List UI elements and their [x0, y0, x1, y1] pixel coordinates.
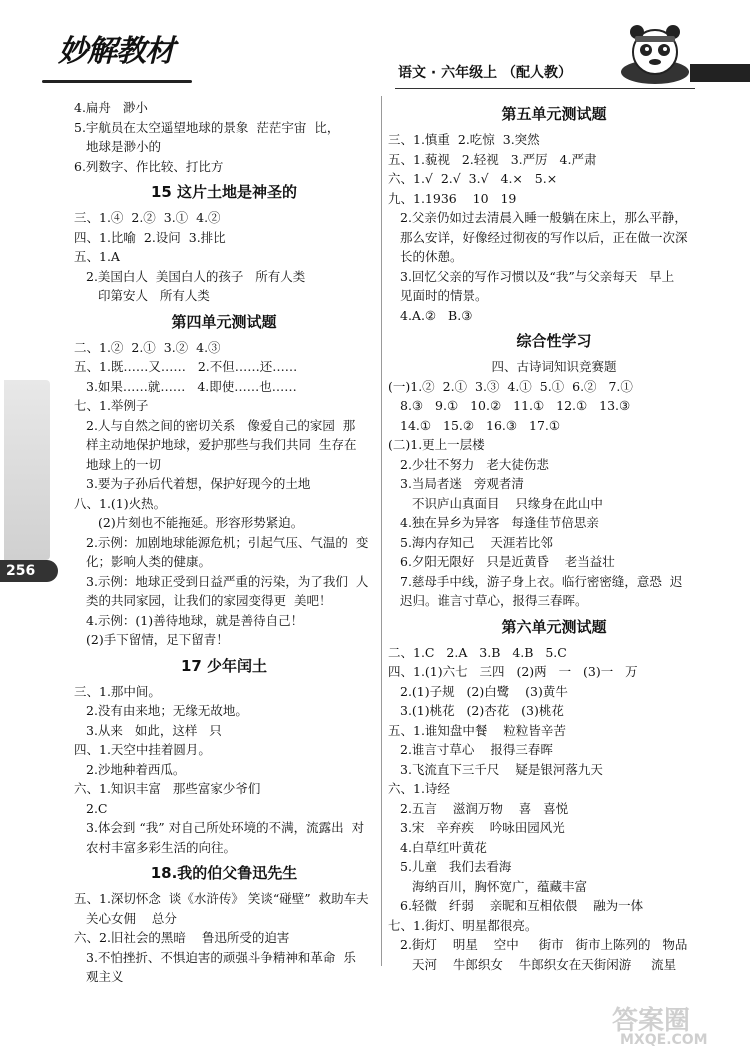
answer-line: 那么安详，好像经过彻夜的写作以后，正在做一次深: [400, 229, 688, 245]
answer-line: 6.列数字、作比较、打比方: [74, 158, 224, 174]
answer-line: (一)1.② 2.① 3.③ 4.① 5.① 6.② 7.①: [388, 378, 633, 394]
answer-line: 3.宋 辛弃疾 吟咏田园风光: [400, 820, 565, 835]
section-title: 18.我的伯父鲁迅先生: [150, 864, 298, 882]
answer-line: (2)手下留情，足下留青！: [86, 632, 229, 647]
panda-mascot-icon: [615, 14, 695, 94]
watermark-url: MXQE.COM: [620, 1032, 708, 1048]
answer-line: 五、1.深切怀念 谈《水浒传》 笑谈“碰壁” 救助车夫: [74, 891, 369, 906]
answer-line: 3.飞流直下三千尺 疑是银河落九天: [400, 761, 603, 777]
answer-line: 长的休憩。: [400, 249, 463, 264]
section-title: 综合性学习: [516, 332, 592, 350]
answer-line: 4.示例：(1)善待地球，就是善待自己！: [86, 612, 304, 628]
section-title: 第六单元测试题: [501, 617, 607, 636]
answer-line: 迟归。谁言寸草心，报得三春晖。: [400, 593, 588, 608]
answer-line: 3.不怕挫折、不惧迫害的顽强斗争精神和革命 乐: [86, 949, 356, 965]
page-number: 256: [0, 560, 58, 582]
answer-line: 4.独在异乡为异客 每逢佳节倍思亲: [400, 515, 599, 530]
answer-line: 五、1.藐视 2.轻视 3.严厉 4.严肃: [388, 151, 597, 167]
answer-line: 四、1.比喻 2.设问 3.排比: [74, 229, 226, 245]
answer-line: 二、1.② 2.① 3.② 4.③: [74, 339, 221, 355]
answer-line: 印第安人 所有人类: [98, 288, 210, 303]
answer-line: 样主动地保护地球，爱护那些与我们共同 生存在: [86, 437, 357, 452]
side-tab: [4, 380, 50, 560]
answer-line: 2.(1)子规 (2)白鹭 (3)黄牛: [400, 683, 568, 699]
answer-line: 农村丰富多彩生活的向往。: [86, 839, 237, 855]
answer-line: 化；影响人类的健康。: [86, 554, 212, 569]
right-column: [388, 98, 720, 974]
page-header: [0, 0, 750, 98]
answer-line: 四、1.天空中挂着圆月。: [74, 742, 211, 757]
section-title: 第五单元测试题: [501, 105, 607, 123]
answer-line: 3.从来 如此，这样 只: [86, 722, 222, 738]
answer-line: 六、2.旧社会的黑暗 鲁迅所受的迫害: [74, 930, 290, 945]
watermark: [612, 1000, 746, 1050]
answer-line: 八、1.(1)火热。: [74, 495, 167, 511]
answer-line: 2.谁言寸草心 报得三春晖: [400, 742, 553, 757]
answer-line: 6.轻微 纤弱 亲昵和互相依偎 融为一体: [400, 898, 644, 913]
answer-line: 六、1.√ 2.√ 3.√ 4.× 5.×: [388, 171, 558, 186]
logo-underline: [42, 80, 192, 83]
section-title: 第四单元测试题: [171, 312, 277, 331]
answer-line: 七、1.街灯、明星都很亮。: [388, 917, 538, 933]
answer-line: 2.沙地种着西瓜。: [86, 761, 186, 777]
answer-line: 5.儿童 我们去看海: [400, 859, 512, 874]
answer-line: 见面时的情景。: [400, 288, 488, 303]
left-column: [74, 98, 374, 987]
answer-line: 2.五言 滋润万物 喜 喜悦: [400, 800, 569, 816]
answer-line: 海纳百川，胸怀宽广，蕴藏丰富: [412, 878, 588, 894]
section-subtitle: 四、古诗词知识竞赛题: [491, 359, 617, 374]
answer-line: 4.白草红叶黄花: [400, 839, 487, 855]
answer-line: 5.宇航员在太空遥望地球的景象 茫茫宇宙 比，: [74, 119, 340, 135]
answer-line: 观主义: [86, 969, 124, 984]
answer-line: 关心女佣 总分: [86, 910, 177, 926]
brand-logo: 妙解教材: [58, 34, 174, 69]
answer-line: 2.C: [86, 800, 108, 816]
answer-line: 五、1.A: [74, 249, 120, 264]
answer-line: 三、1.④ 2.② 3.① 4.②: [74, 210, 221, 225]
section-title: 17 少年闰土: [180, 656, 268, 675]
answer-line: 七、1.举例子: [74, 398, 149, 413]
answer-line: 2.人与自然之间的密切关系 像爱自己的家园 那: [86, 417, 356, 433]
answer-line: 2.美国白人 美国白人的孩子 所有人类: [86, 268, 306, 284]
answer-line: 五、1.谁知盘中餐 粒粒皆辛苦: [388, 722, 566, 738]
section-title: 15 这片土地是神圣的: [150, 183, 298, 201]
answer-line: 3.(1)桃花 (2)杏花 (3)桃花: [400, 703, 564, 718]
answer-line: 九、1.1936 10 19: [388, 190, 517, 206]
answer-line: (二)1.更上一层楼: [388, 437, 485, 452]
answer-line: 4.扁舟 渺小: [74, 100, 148, 115]
answer-line: 3.体会到 “我” 对自己所处环境的不满，流露出 对: [86, 820, 365, 835]
answer-line: 5.海内存知己 天涯若比邻: [400, 534, 553, 550]
column-divider: [381, 96, 382, 966]
answer-line: 三、1.那中间。: [74, 683, 161, 699]
answer-line: 2.少壮不努力 老大徒伤悲: [400, 456, 549, 472]
answer-line: 3.示例：地球正受到日益严重的污染，为了我们 人: [86, 573, 369, 589]
answer-line: 天河 牛郎织女 牛郎织女在天街闲游 流星: [412, 956, 677, 972]
answer-line: 六、1.诗经: [388, 781, 450, 796]
answer-line: 三、1.慎重 2.吃惊 3.突然: [388, 132, 540, 147]
subject-label: 语文 · 六年级上 （配人教）: [398, 65, 572, 81]
answer-line: 地球是渺小的: [86, 139, 162, 154]
answer-line: 2.示例：加剧地球能源危机；引起气压、气温的 变: [86, 534, 369, 550]
answer-line: 3.回忆父亲的写作习惯以及“我”与父亲每天 早上: [400, 268, 675, 284]
answer-line: 五、1.既……又…… 2.不但……还……: [74, 359, 298, 374]
answer-line: 3.当局者迷 旁观者清: [400, 476, 524, 491]
answer-line: 六、1.知识丰富 那些富家少爷们: [74, 781, 261, 796]
answer-line: (2)片刻也不能拖延。形容形势紧迫。: [98, 515, 304, 530]
answer-line: 四、1.(1)六七 三四 (2)两 一 (3)一 万: [388, 664, 638, 679]
header-bar: [690, 64, 750, 82]
answer-line: 类的共同家园，让我们的家园变得更 美吧！: [86, 593, 332, 608]
answer-line: 3.要为子孙后代着想，保护好现今的土地: [86, 476, 311, 491]
answer-line: 14.① 15.② 16.③ 17.①: [400, 417, 561, 433]
answer-line: 3.如果……就…… 4.即使……也……: [86, 378, 297, 394]
answer-line: 6.夕阳无限好 只是近黄昏 老当益壮: [400, 554, 615, 569]
answer-line: 2.没有由来地；无缘无故地。: [86, 703, 248, 718]
answer-line: 7.慈母手中线，游子身上衣。临行密密缝，意恐 迟: [400, 573, 683, 589]
answer-line: 地球上的一切: [86, 456, 162, 472]
answer-line: 不识庐山真面目 只缘身在此山中: [412, 495, 603, 511]
answer-line: 2.街灯 明星 空中 街市 街市上陈列的 物品: [400, 937, 688, 952]
answer-line: 8.③ 9.① 10.② 11.① 12.① 13.③: [400, 398, 631, 413]
answer-line: 二、1.C 2.A 3.B 4.B 5.C: [388, 644, 567, 660]
answer-line: 4.A.② B.③: [400, 307, 473, 323]
watermark-logo: 答案圈: [612, 1006, 691, 1036]
answer-line: 2.父亲仍如过去清晨入睡一般躺在床上，那么平静，: [400, 210, 687, 225]
